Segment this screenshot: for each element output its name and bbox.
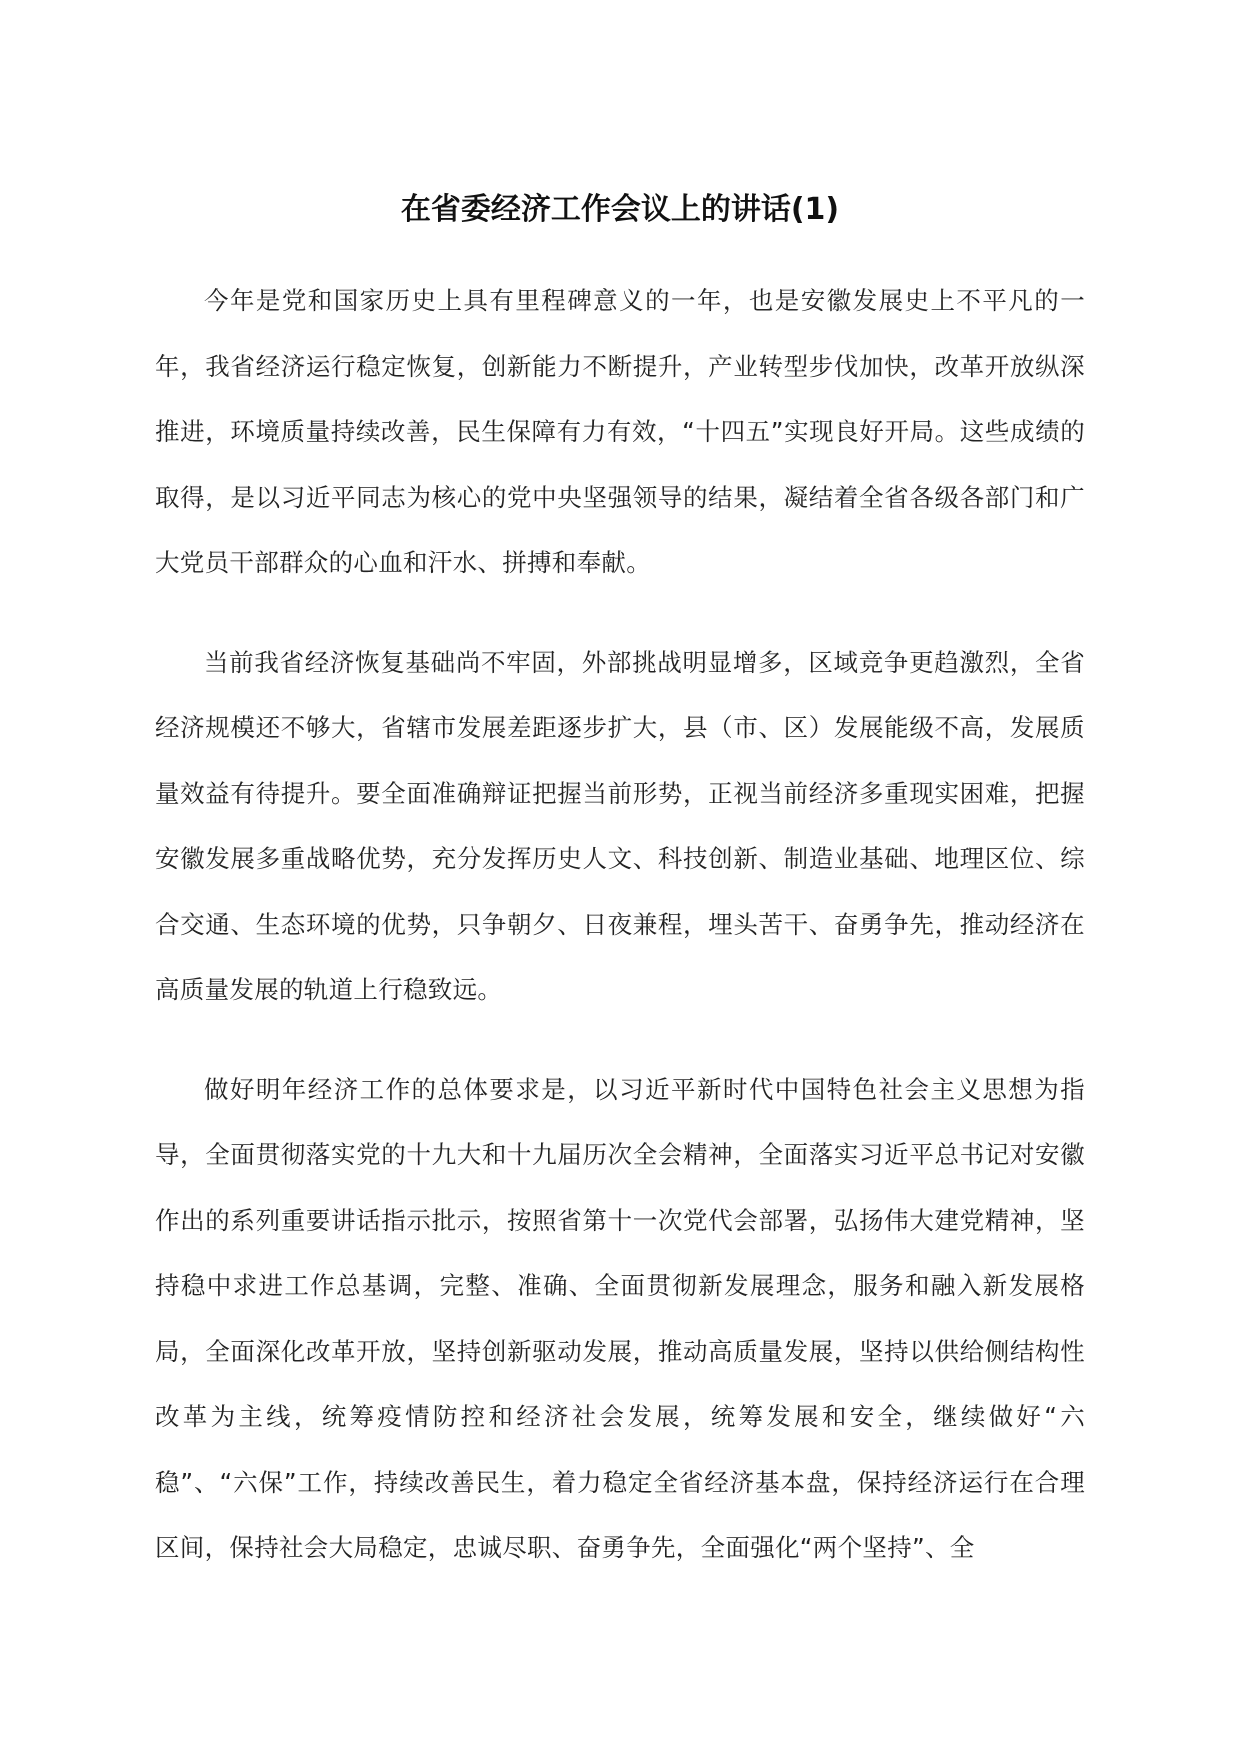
- paragraph-2: 当前我省经济恢复基础尚不牢固，外部挑战明显增多，区域竞争更趋激烈，全省经济规模还不够大，省辖市发展差距逐步扩大，县（市、区）发展能级不高，发展质量效益有待提升。要全面准确辩证把握当前形势，正视当前经济多重现实困难，把握安徽发展多重战略优势，充分发挥历史人文、科技创新、制造业基础、地理区位、综合交通、生态环境的优势，只争朝夕、日夜兼程，埋头苦干、奋勇争先，推动经济在高质量发展的轨道上行稳致远。: [155, 647, 1085, 1004]
- document-body: [155, 268, 1085, 1615]
- document-title: 在省委经济工作会议上的讲话(1): [400, 192, 840, 227]
- paragraph-1: 今年是党和国家历史上具有里程碑意义的一年，也是安徽发展史上不平凡的一年，我省经济运行稳定恢复，创新能力不断提升，产业转型步伐加快，改革开放纵深推进，环境质量持续改善，民生保障有力有效，“十四五”实现良好开局。这些成绩的取得，是以习近平同志为核心的党中央坚强领导的结果，凝结着全省各级各部门和广大党员干部群众的心血和汗水、拼搏和奉献。: [155, 286, 1085, 577]
- paragraph-3: 做好明年经济工作的总体要求是，以习近平新时代中国特色社会主义思想为指导，全面贯彻落实党的十九大和十九届历次全会精神，全面落实习近平总书记对安徽作出的系列重要讲话指示批示，按照省第十一次党代会部署，弘扬伟大建党精神，坚持稳中求进工作总基调，完整、准确、全面贯彻新发展理念，服务和融入新发展格局，全面深化改革开放，坚持创新驱动发展，推动高质量发展，坚持以供给侧结构性改革为主线，统筹疫情防控和经济社会发展，统筹发展和安全，继续做好“六稳”、“六保”工作，持续改善民生，着力稳定全省经济基本盘，保持经济运行在合理区间，保持社会大局稳定，忠诚尽职、奋勇争先，全面强化“两个坚持”、全: [155, 1074, 1085, 1562]
